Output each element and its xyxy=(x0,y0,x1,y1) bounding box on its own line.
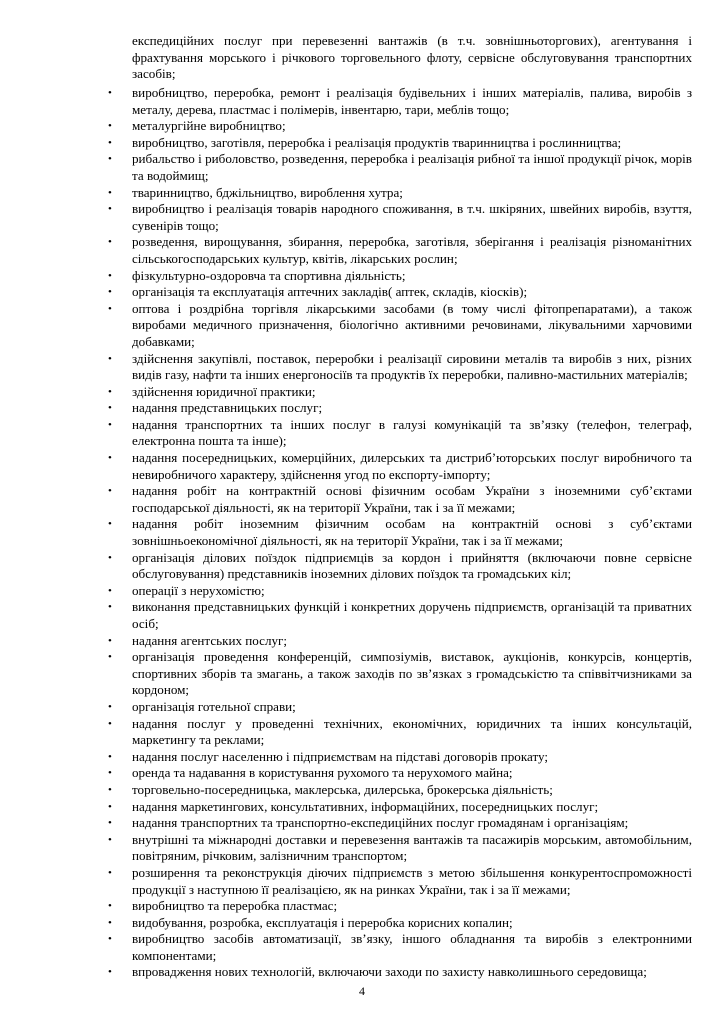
bullet-icon: • xyxy=(108,402,112,415)
list-item-text: операції з нерухомістю; xyxy=(132,582,265,598)
list-item-text: надання маркетингових, консультативних, інформаційних, посередницьких послуг; xyxy=(132,798,599,814)
list-item-text: розширення та реконструкція діючих підприємств з метою збільшення конкурентоспроможності продукції з наступною її реалізацією, як на ринках України, так і за її межами; xyxy=(132,864,692,897)
list-item xyxy=(0,915,692,932)
list-item-text: фізкультурно-оздоровча та спортивна діяльність; xyxy=(132,267,406,283)
list-item xyxy=(0,799,692,816)
bullet-icon: • xyxy=(108,817,112,830)
list-item-text: виробництво засобів автоматизації, зв’язку, іншого обладнання та виробів з електронними компонентами; xyxy=(132,931,692,963)
bullet-icon: • xyxy=(108,120,112,133)
list-item-text: надання представницьких послуг; xyxy=(132,400,323,416)
bullet-icon: • xyxy=(108,186,112,199)
list-item-text: надання агентських послуг; xyxy=(132,632,288,648)
list-item-text: надання посередницьких, комерційних, дилерських та дистриб’юторських послуг виробничого та невиробничого характеру, здійснення угод по експорту-імпорту; xyxy=(132,450,692,482)
list-item xyxy=(0,931,692,964)
bullet-icon: • xyxy=(108,302,112,315)
list-item xyxy=(0,417,692,450)
bullet-icon: • xyxy=(108,700,112,713)
list-item xyxy=(0,765,692,782)
list-item-text: надання робіт на контрактній основі фізичним особам України з іноземними суб’єктами господарської діяльності, як на території України, так і за її межами; xyxy=(132,483,692,515)
continuation-paragraph: експедиційних послуг при перевезенні вантажів (в т.ч. зовнішньоторгових), агентування і фрахтування морського і річкового торговельного флоту, сервісне обслуговування транспортних засобів; xyxy=(132,33,692,82)
list-item xyxy=(0,185,692,202)
list-item-text: торговельно-посередницька, маклерська, дилерська, брокерська діяльність; xyxy=(132,781,553,797)
bullet-icon: • xyxy=(108,750,112,763)
list-item-text: впровадження нових технологій, включаючи заходи по захисту навколишнього середовища; xyxy=(132,964,647,980)
bullet-icon: • xyxy=(108,783,112,796)
list-item xyxy=(0,832,692,865)
list-item xyxy=(0,898,692,915)
bullet-icon: • xyxy=(108,916,112,929)
page-number: 4 xyxy=(359,984,365,998)
list-item xyxy=(0,516,692,549)
list-item xyxy=(0,782,692,799)
list-item-text: організація та експлуатація аптечних закладів( аптек, складів, кіосків); xyxy=(132,284,528,300)
list-item xyxy=(0,483,692,516)
bullet-icon: • xyxy=(108,203,112,216)
list-item-text: оренда та надавання в користування рухомого та нерухомого майна; xyxy=(132,765,513,781)
bullet-icon: • xyxy=(108,767,112,780)
list-item xyxy=(0,400,692,417)
bullet-icon: • xyxy=(108,833,112,846)
list-item xyxy=(0,151,692,184)
list-item-text: виконання представницьких функцій і конкретних доручень підприємств, організацій та приватних осіб; xyxy=(132,599,692,631)
bullet-icon: • xyxy=(108,933,112,946)
bullet-icon: • xyxy=(108,269,112,282)
bullet-icon: • xyxy=(108,584,112,597)
list-item xyxy=(0,649,692,699)
list-item xyxy=(0,633,692,650)
list-item xyxy=(0,699,692,716)
bullet-icon: • xyxy=(108,286,112,299)
list-item-text: тваринництво, бджільництво, вироблення хутра; xyxy=(132,184,403,200)
bullet-icon: • xyxy=(108,800,112,813)
list-item xyxy=(0,583,692,600)
bullet-icon: • xyxy=(108,87,112,99)
bullet-icon: • xyxy=(108,236,112,249)
list-item-text: виробництво і реалізація товарів народного споживання, в т.ч. шкіряних, швейних виробів, взуття, сувенірів тощо; xyxy=(132,201,692,233)
list-item-text: здійснення юридичної практики; xyxy=(132,383,316,399)
bullet-icon: • xyxy=(108,601,112,614)
bullet-icon: • xyxy=(108,551,112,564)
bullet-icon: • xyxy=(108,452,112,465)
list-item-text: виробництво та переробка пластмас; xyxy=(132,898,338,914)
list-item xyxy=(0,301,692,351)
bullet-icon: • xyxy=(108,717,112,730)
list-item-text: виробництво, переробка, ремонт і реалізація будівельних і інших матеріалів, палива, виробів з металу, дерева, пластмас і полімерів, інвентарю, тари, меблів тощо; xyxy=(132,85,692,117)
bullet-icon: • xyxy=(108,385,112,398)
list-item xyxy=(0,550,692,583)
list-item-text: надання транспортних та інших послуг в галузі комунікацій та зв’язку (телефон, телеграф, електронна пошта та інше); xyxy=(132,416,692,449)
list-item-text: розведення, вирощування, збирання, переробка, заготівля, зберігання і реалізація різноманітних сільськогосподарських культур, квітів, лікарських рослин; xyxy=(132,234,692,266)
bullet-icon: • xyxy=(108,153,112,166)
bullet-icon: • xyxy=(108,136,112,149)
list-item xyxy=(0,268,692,285)
list-item xyxy=(0,865,692,898)
bullet-icon: • xyxy=(108,900,112,913)
list-item-text: надання транспортних та транспортно-експедиційних послуг громадянам і організаціям; xyxy=(132,815,629,831)
list-item-text: рибальство і риболовство, розведення, переробка і реалізація рибної та іншої продукції річок, морів та водоймищ; xyxy=(132,151,692,183)
list-item-text: здійснення закупівлі, поставок, переробки і реалізації сировини металів та виробів з них, різних видів газу, нафти та інших енергоносіїв та продуктів їх переробки, паливно-мастильних матеріалів; xyxy=(132,350,692,383)
list-item xyxy=(0,964,692,981)
list-item-text: надання послуг у проведенні технічних, економічних, юридичних та інших консультацій, маркетингу та реклами; xyxy=(132,715,692,748)
list-item-text: надання робіт іноземним фізичним особам на контрактній основі з суб’єктами зовнішньоекономічної діяльності, як на території України, так і за її межами; xyxy=(132,516,692,549)
list-item xyxy=(0,749,692,766)
bullet-icon: • xyxy=(108,866,112,879)
bullet-icon: • xyxy=(108,418,112,431)
list-item xyxy=(0,135,692,152)
list-item-text: виробництво, заготівля, переробка і реалізація продуктів тваринництва і рослинництва; xyxy=(132,134,622,150)
list-item xyxy=(0,716,692,749)
list-item-text: організація ділових поїздок підприємців за кордон і прийняття (включаючи повне сервісне обслуговування) представників іноземних ділових поїздок та громадських кіл; xyxy=(132,549,692,582)
bullet-icon: • xyxy=(108,634,112,647)
list-item xyxy=(0,201,692,234)
list-item xyxy=(0,351,692,384)
list-item xyxy=(0,85,692,118)
bullet-icon: • xyxy=(108,352,112,365)
activity-list xyxy=(0,85,724,981)
list-item xyxy=(0,234,692,267)
bullet-icon: • xyxy=(108,518,112,531)
list-item-text: внутрішні та міжнародні доставки и перевезення вантажів та пасажирів морським, автомобільним, повітряним, річковим, залізничним транспортом; xyxy=(132,831,692,864)
list-item-text: організація проведення конференцій, симпозіумів, виставок, аукціонів, конкурсів, концертів, спортивних зборів та змагань, а також заходів по зв’язках з громадськістю та співвітчизниками за кордоном; xyxy=(132,649,692,698)
list-item-text: видобування, розробка, експлуатація і переробка корисних копалин; xyxy=(132,914,513,930)
bullet-icon: • xyxy=(108,485,112,498)
list-item xyxy=(0,815,692,832)
bullet-icon: • xyxy=(108,966,112,979)
list-item-text: оптова і роздрібна торгівля лікарськими засобами (в тому числі фітопрепаратами), а також виробами медичного призначення, біологічно активними речовинами, лікувальними харчовими добавками; xyxy=(132,300,692,349)
list-item xyxy=(0,284,692,301)
list-item xyxy=(0,384,692,401)
list-item-text: організація готельної справи; xyxy=(132,698,296,714)
list-item xyxy=(0,450,692,483)
list-item-text: металургійне виробництво; xyxy=(132,118,286,134)
list-item-text: надання послуг населенню і підприємствам на підставі договорів прокату; xyxy=(132,748,549,764)
bullet-icon: • xyxy=(108,651,112,664)
list-item xyxy=(0,599,692,632)
list-item xyxy=(0,118,692,135)
